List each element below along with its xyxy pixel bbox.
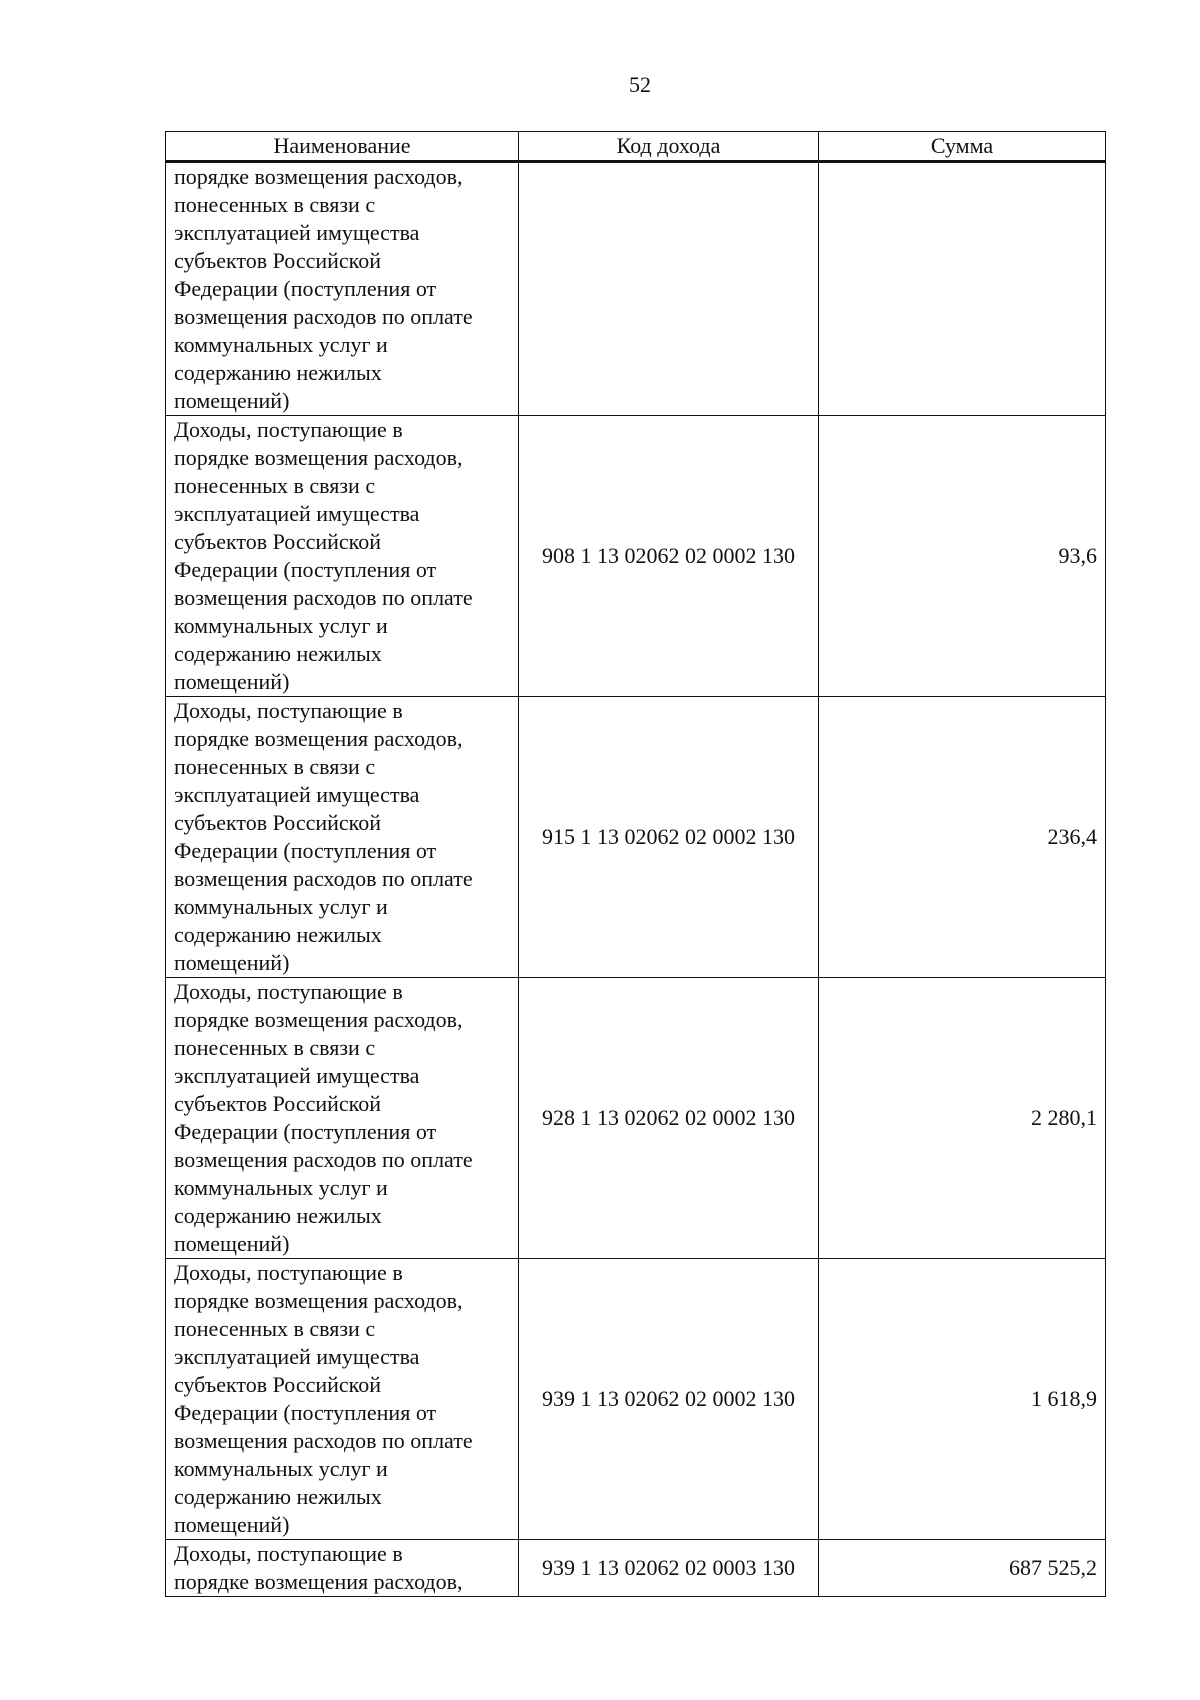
income-name-line: коммунальных услуг и (174, 613, 388, 638)
income-sum-cell: 687 525,2 (819, 1540, 1106, 1597)
income-name-line: возмещения расходов по оплате (174, 585, 473, 610)
income-name-line: понесенных в связи с (174, 754, 376, 779)
table-body (166, 162, 1106, 1597)
income-name-cell (166, 416, 519, 697)
income-name-line: коммунальных услуг и (174, 894, 388, 919)
income-name-line: коммунальных услуг и (174, 332, 388, 357)
income-name-line: порядке возмещения расходов, (174, 445, 463, 470)
income-name-cell (166, 1540, 519, 1597)
income-name-line: понесенных в связи с (174, 1035, 376, 1060)
income-name-line: Федерации (поступления от (174, 1119, 437, 1144)
income-name-line: эксплуатацией имущества (174, 1063, 420, 1088)
income-name-line: помещений) (174, 669, 290, 694)
income-name-line: порядке возмещения расходов, (174, 164, 463, 189)
table-row (166, 978, 1106, 1259)
income-name-line: эксплуатацией имущества (174, 220, 420, 245)
header-sum: Сумма (819, 132, 1106, 162)
income-name-line: коммунальных услуг и (174, 1175, 388, 1200)
income-name-line: субъектов Российской (174, 529, 382, 554)
income-name-line: Доходы, поступающие в (174, 1260, 403, 1285)
income-name-line: эксплуатацией имущества (174, 501, 420, 526)
income-name-line: возмещения расходов по оплате (174, 1428, 473, 1453)
income-code-cell: 908 1 13 02062 02 0002 130 (519, 416, 819, 697)
income-name-line: эксплуатацией имущества (174, 1344, 420, 1369)
table-row (166, 1259, 1106, 1540)
income-name-line: помещений) (174, 1231, 290, 1256)
income-name-line: возмещения расходов по оплате (174, 866, 473, 891)
income-name-line: содержанию нежилых (174, 1203, 382, 1228)
income-name-line: содержанию нежилых (174, 641, 382, 666)
income-name-cell (166, 978, 519, 1259)
income-name-line: возмещения расходов по оплате (174, 1147, 473, 1172)
income-name-line: понесенных в связи с (174, 1316, 376, 1341)
income-name-line: помещений) (174, 950, 290, 975)
income-name-line: понесенных в связи с (174, 473, 376, 498)
income-name-line: возмещения расходов по оплате (174, 304, 473, 329)
income-name-line: порядке возмещения расходов, (174, 1007, 463, 1032)
table-row (166, 162, 1106, 416)
income-code-cell (519, 162, 819, 416)
header-code: Код дохода (519, 132, 819, 162)
income-name-line: Доходы, поступающие в (174, 979, 403, 1004)
income-name-line: Федерации (поступления от (174, 1400, 437, 1425)
income-name-line: Федерации (поступления от (174, 557, 437, 582)
income-code-cell: 915 1 13 02062 02 0002 130 (519, 697, 819, 978)
income-name-line: субъектов Российской (174, 1091, 382, 1116)
income-name-line: помещений) (174, 388, 290, 413)
income-sum-cell (819, 162, 1106, 416)
income-name-line: Доходы, поступающие в (174, 698, 403, 723)
table-row (166, 1540, 1106, 1597)
income-name-line: субъектов Российской (174, 248, 382, 273)
income-name-line: содержанию нежилых (174, 922, 382, 947)
income-name-line: Доходы, поступающие в (174, 417, 403, 442)
income-name-line: понесенных в связи с (174, 192, 376, 217)
table-row (166, 416, 1106, 697)
income-name-line: эксплуатацией имущества (174, 782, 420, 807)
income-name-line: помещений) (174, 1512, 290, 1537)
income-name-line: содержанию нежилых (174, 360, 382, 385)
income-name-line: порядке возмещения расходов, (174, 1569, 463, 1594)
income-name-cell (166, 1259, 519, 1540)
table-row (166, 697, 1106, 978)
income-name-line: порядке возмещения расходов, (174, 726, 463, 751)
income-table (165, 131, 1106, 1597)
table-header-row (166, 132, 1106, 162)
income-code-cell: 928 1 13 02062 02 0002 130 (519, 978, 819, 1259)
income-sum-cell: 2 280,1 (819, 978, 1106, 1259)
income-name-line: содержанию нежилых (174, 1484, 382, 1509)
income-sum-cell: 1 618,9 (819, 1259, 1106, 1540)
income-name-line: Федерации (поступления от (174, 838, 437, 863)
header-name: Наименование (166, 132, 519, 162)
income-code-cell: 939 1 13 02062 02 0003 130 (519, 1540, 819, 1597)
income-name-line: Доходы, поступающие в (174, 1541, 403, 1566)
income-sum-cell: 236,4 (819, 697, 1106, 978)
income-name-cell (166, 162, 519, 416)
income-name-line: субъектов Российской (174, 1372, 382, 1397)
income-name-line: Федерации (поступления от (174, 276, 437, 301)
income-name-line: коммунальных услуг и (174, 1456, 388, 1481)
income-name-line: порядке возмещения расходов, (174, 1288, 463, 1313)
income-name-line: субъектов Российской (174, 810, 382, 835)
income-sum-cell: 93,6 (819, 416, 1106, 697)
income-code-cell: 939 1 13 02062 02 0002 130 (519, 1259, 819, 1540)
page-number: 52 (629, 72, 651, 97)
income-name-cell (166, 697, 519, 978)
